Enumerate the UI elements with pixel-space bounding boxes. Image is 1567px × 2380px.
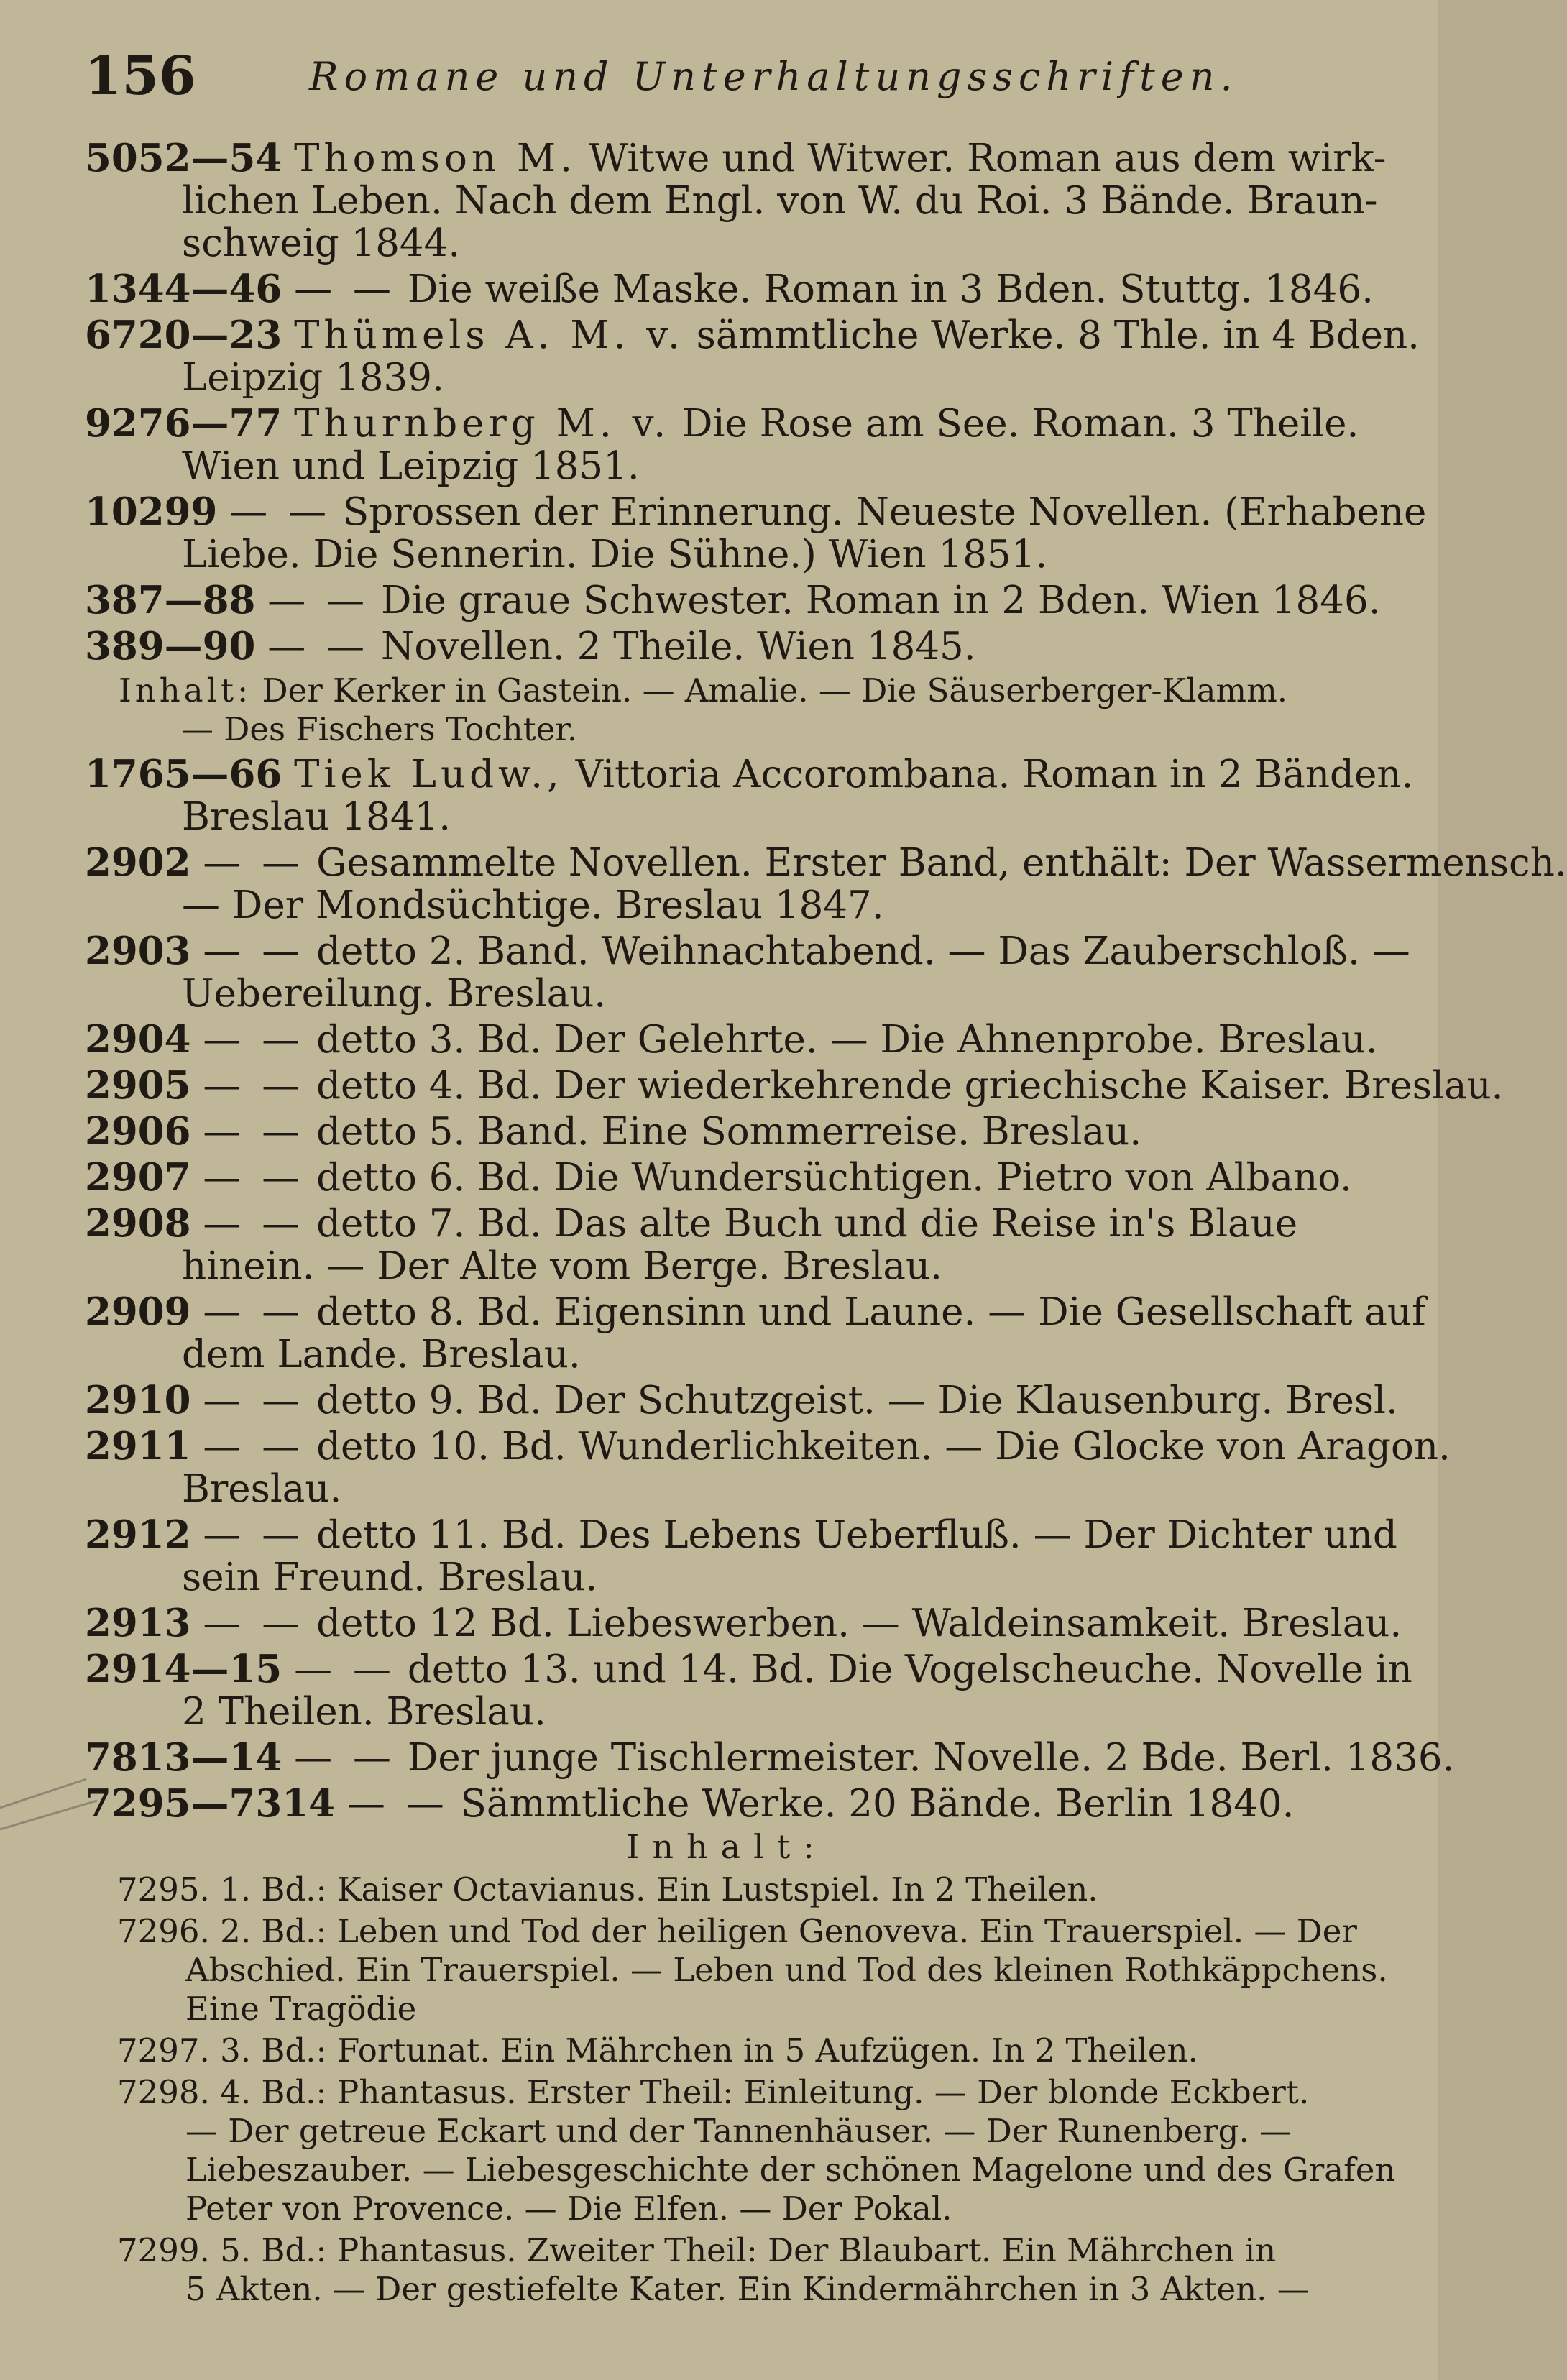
volume-number: 7296.	[117, 1912, 210, 1950]
entry-text-line: detto 4. Bd. Der wiederkehrende griechische Kaiser. Breslau.	[316, 1064, 1504, 1108]
running-title: Romane und Unterhaltungsschriften.	[309, 54, 1239, 99]
content-note	[85, 671, 1369, 749]
entry-number: 5052—54	[85, 136, 282, 180]
volume-label: 5. Bd.:	[220, 2231, 327, 2269]
entry-author: — —	[346, 1782, 449, 1826]
entry-text-line: detto 6. Bd. Die Wundersüchtigen. Pietro von Albano.	[316, 1156, 1353, 1200]
entry-number: 2909	[85, 1290, 191, 1334]
entry-text-line: Die graue Schwester. Roman in 2 Bden. Wien 1846.	[380, 579, 1381, 622]
entry-author: — —	[203, 1156, 305, 1200]
volume-text-line: Fortunat. Ein Mährchen in 5 Aufzügen. In 2 Theilen.	[337, 2031, 1198, 2069]
catalog-entries	[85, 136, 1567, 2309]
entry-text-line: detto 12 Bd. Liebeswerben. — Waldeinsamkeit. Breslau.	[316, 1602, 1402, 1645]
volume-label: 1. Bd.:	[220, 1870, 327, 1908]
catalog-entry	[85, 578, 1381, 622]
volume-text-line: Peter von Provence. — Die Elfen. — Der Pokal.	[185, 2190, 952, 2228]
volume-text-line: Leben und Tod der heiligen Genoveva. Ein Trauerspiel. — Der	[337, 1912, 1357, 1950]
entry-text-line: schweig 1844.	[182, 221, 461, 265]
catalog-entry	[85, 1512, 1397, 1599]
catalog-entry	[85, 490, 1427, 576]
entry-text-line: Sämmtliche Werke. 20 Bände. Berlin 1840.	[460, 1782, 1295, 1826]
entry-author: Thurnberg M. v.	[294, 402, 671, 446]
catalog-entry	[85, 403, 1369, 487]
entry-author: — —	[203, 1290, 305, 1334]
entry-number: 10299	[85, 490, 218, 534]
content-note-line: Der Kerker in Gastein. — Amalie. — Die Säuserberger-Klamm.	[262, 671, 1288, 709]
entry-text-line: Gesammelte Novellen. Erster Band, enthält: Der Wassermensch.	[316, 841, 1567, 885]
entry-text-line: detto 2. Band. Weihnachtabend. — Das Zauberschloß. —	[316, 929, 1410, 973]
volume-text-line: 5 Akten. — Der gestiefelte Kater. Ein Kindermährchen in 3 Akten. —	[185, 2270, 1310, 2308]
entry-text-line: detto 13. und 14. Bd. Die Vogelscheuche. Novelle in	[407, 1648, 1412, 1691]
entry-author: — —	[203, 1602, 305, 1645]
entry-text-line: detto 3. Bd. Der Gelehrte. — Die Ahnenprobe. Breslau.	[316, 1018, 1378, 1062]
entry-text-line: detto 9. Bd. Der Schutzgeist. — Die Klausenburg. Bresl.	[316, 1379, 1398, 1423]
entry-author: — —	[203, 1379, 305, 1423]
content-note-label: Inhalt:	[119, 671, 252, 709]
entry-author: — —	[203, 841, 305, 885]
entry-number: 1765—66	[85, 752, 282, 796]
volume-text-line: Kaiser Octavianus. Ein Lustspiel. In 2 Theilen.	[337, 1870, 1098, 1908]
entry-author: Tiek Ludw.,	[294, 753, 564, 796]
entry-text-line: lichen Leben. Nach dem Engl. von W. du Roi. 3 Bände. Braun-	[182, 179, 1378, 223]
entry-author: — —	[267, 625, 369, 668]
entry-number: 1344—46	[85, 267, 282, 311]
entry-text-line: Sprossen der Erinnerung. Neueste Novellen. (Erhabene	[342, 490, 1427, 534]
volume-number: 7299.	[117, 2231, 210, 2269]
volume-text-line: Eine Tragödie	[185, 1990, 417, 2028]
entry-number: 2903	[85, 929, 191, 973]
entry-text-line: Wien und Leipzig 1851.	[182, 444, 640, 488]
entry-number: 2911	[85, 1424, 191, 1469]
catalog-entry	[85, 1017, 1378, 1062]
volume-text-line: — Der getreue Eckart und der Tannenhäuser. — Der Runenberg. —	[185, 2112, 1292, 2150]
entry-author: — —	[203, 1513, 305, 1557]
entry-text-line: sämmtliche Werke. 8 Thle. in 4 Bden.	[696, 313, 1420, 357]
entry-text-line: — Der Mondsüchtige. Breslau 1847.	[182, 883, 884, 927]
catalog-entry	[85, 1378, 1398, 1423]
volume-text-line: Liebeszauber. — Liebesgeschichte der schönen Magelone und des Grafen	[185, 2151, 1396, 2189]
entry-number: 2910	[85, 1378, 191, 1423]
volume-label: 2. Bd.:	[220, 1912, 327, 1950]
catalog-entry	[85, 1424, 1451, 1511]
catalog-entry	[85, 1735, 1455, 1780]
volume-entry	[85, 1870, 1369, 1909]
entry-text-line: detto 8. Bd. Eigensinn und Laune. — Die Gesellschaft auf	[316, 1290, 1426, 1334]
entry-text-line: Breslau.	[182, 1467, 342, 1511]
entry-number: 2914—15	[85, 1647, 282, 1691]
entry-text-line: Leipzig 1839.	[182, 356, 444, 400]
entry-text-line: detto 11. Bd. Des Lebens Ueberfluß. — Der Dichter und	[316, 1513, 1397, 1557]
catalog-entry	[85, 625, 1369, 668]
catalog-entry	[85, 1203, 1369, 1287]
volume-text-line: Phantasus. Erster Theil: Einleitung. — Der blonde Eckbert.	[337, 2073, 1310, 2111]
entry-text-line: Liebe. Die Sennerin. Die Sühne.) Wien 1851.	[182, 533, 1048, 576]
volume-text-line: Phantasus. Zweiter Theil: Der Blaubart. Ein Mährchen in	[337, 2231, 1277, 2269]
entry-author: — —	[203, 1064, 305, 1108]
entry-author: — —	[229, 490, 331, 534]
volume-entry	[85, 2031, 1369, 2070]
entry-text-line: Breslau 1841.	[182, 795, 451, 839]
entry-text-line: dem Lande. Breslau.	[182, 1333, 581, 1377]
entry-author: — —	[203, 1202, 305, 1246]
volume-number: 7298.	[117, 2073, 210, 2111]
page-header	[85, 40, 1369, 109]
entry-author: Thomson M.	[294, 137, 576, 180]
entry-text-line: detto 7. Bd. Das alte Buch und die Reise in's Blaue	[316, 1202, 1298, 1246]
entry-author: Thümels A. M. v.	[294, 313, 684, 357]
catalog-entry	[85, 929, 1410, 1016]
entry-number: 9276—77	[85, 401, 282, 446]
entry-number: 2902	[85, 840, 191, 885]
entry-number: 2906	[85, 1109, 191, 1154]
entry-author: — —	[203, 1425, 305, 1469]
catalog-entry	[85, 1647, 1412, 1734]
volume-text-line: Abschied. Ein Trauerspiel. — Leben und Tod des kleinen Rothkäppchens.	[185, 1951, 1388, 1989]
volume-label: 4. Bd.:	[220, 2073, 327, 2111]
page-number: 156	[85, 45, 196, 107]
catalog-entry	[85, 136, 1387, 265]
entry-text-line: Witwe und Witwer. Roman aus dem wirk-	[588, 137, 1387, 180]
entry-author: — —	[294, 1736, 395, 1780]
catalog-entry	[85, 840, 1567, 927]
entry-text-line: Uebereilung. Breslau.	[182, 972, 607, 1016]
entry-number: 2908	[85, 1201, 191, 1246]
catalog-entry	[85, 1157, 1369, 1199]
entry-text-line: hinein. — Der Alte vom Berge. Breslau.	[182, 1244, 942, 1288]
entry-number: 387—88	[85, 578, 256, 622]
catalog-entry	[85, 313, 1420, 400]
entry-number: 6720—23	[85, 313, 282, 357]
entry-text-line: Der junge Tischlermeister. Novelle. 2 Bde. Berl. 1836.	[407, 1736, 1455, 1780]
catalog-entry	[85, 1783, 1369, 1825]
volume-entry	[85, 1912, 1388, 2028]
content-note-line: — Des Fischers Tochter.	[181, 710, 578, 748]
catalog-entry	[85, 1111, 1369, 1153]
pencil-mark	[0, 1775, 101, 1833]
entry-author: — —	[294, 1648, 395, 1691]
entry-text-line: Novellen. 2 Theile. Wien 1845.	[380, 625, 976, 668]
entry-number: 2907	[85, 1155, 191, 1200]
volume-entry	[85, 2073, 1396, 2228]
volume-number: 7295.	[117, 1870, 210, 1908]
entry-number: 2913	[85, 1601, 191, 1645]
entry-number: 389—90	[85, 624, 256, 668]
entry-text-line: Die weiße Maske. Roman in 3 Bden. Stuttg. 1846.	[407, 267, 1374, 311]
entry-author: — —	[203, 1018, 305, 1062]
catalog-entry	[85, 1063, 1504, 1108]
catalog-entry	[85, 752, 1414, 839]
volume-label: 3. Bd.:	[220, 2031, 327, 2069]
entry-number: 2912	[85, 1512, 191, 1557]
entry-number: 7295—7314	[85, 1781, 336, 1826]
entry-number: 2905	[85, 1063, 191, 1108]
entry-text-line: Vittoria Accorombana. Roman in 2 Bänden.	[575, 753, 1414, 796]
entry-author: — —	[203, 929, 305, 973]
volume-entry	[85, 2231, 1369, 2309]
catalog-entry	[85, 1601, 1402, 1645]
entry-author: — —	[267, 579, 369, 622]
entry-number: 2904	[85, 1017, 191, 1062]
entry-number: 7813—14	[85, 1735, 282, 1780]
entry-author: — —	[203, 1110, 305, 1154]
catalog-entry	[85, 267, 1374, 311]
entry-text-line: Die Rose am See. Roman. 3 Theile.	[681, 402, 1359, 446]
catalog-entry	[85, 1290, 1426, 1377]
entry-text-line: 2 Theilen. Breslau.	[182, 1690, 546, 1734]
inhalt-heading: Inhalt:	[626, 1827, 827, 1866]
entry-text-line: sein Freund. Breslau.	[182, 1556, 598, 1599]
entry-author: — —	[294, 267, 395, 311]
entry-text-line: detto 5. Band. Eine Sommerreise. Breslau.	[316, 1110, 1142, 1154]
entry-text-line: detto 10. Bd. Wunderlichkeiten. — Die Glocke von Aragon.	[316, 1425, 1451, 1469]
volume-number: 7297.	[117, 2031, 210, 2069]
